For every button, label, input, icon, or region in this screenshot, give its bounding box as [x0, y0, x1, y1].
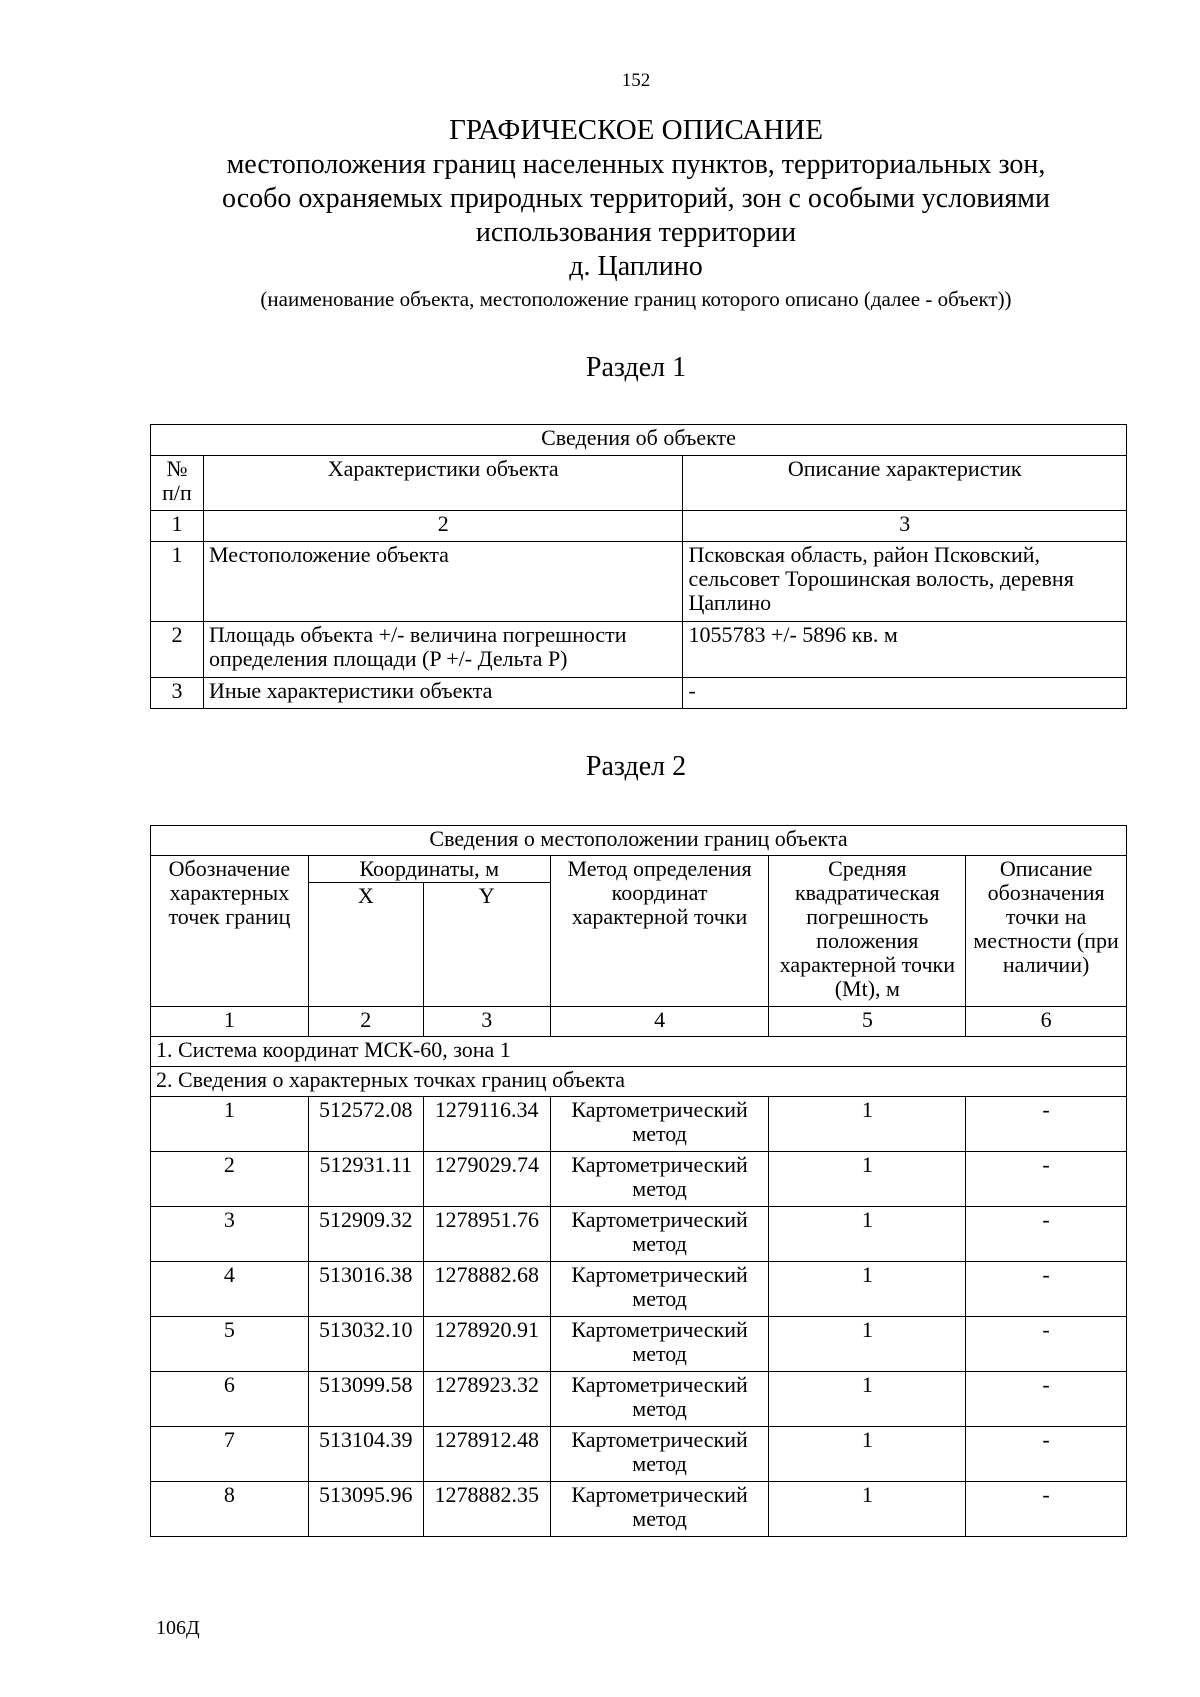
boundary-points-table	[150, 825, 1127, 1537]
header-characteristic: Характеристики объекта	[203, 456, 683, 511]
document-title: ГРАФИЧЕСКОЕ ОПИСАНИЕ	[449, 114, 823, 146]
col-number: 4	[550, 1007, 769, 1037]
table-row	[151, 1372, 1127, 1427]
row-value: 1055783 +/- 5896 кв. м	[683, 622, 1127, 678]
point-error: 1	[769, 1372, 966, 1427]
point-number: 1	[151, 1097, 309, 1152]
heading-line-1: местоположения границ населенных пунктов, территориальных зон,	[226, 149, 1046, 180]
col-number: 2	[203, 511, 683, 542]
col-number: 1	[151, 511, 204, 542]
point-method: Картометрический метод	[550, 1372, 769, 1427]
point-error: 1	[769, 1207, 966, 1262]
point-method: Картометрический метод	[550, 1097, 769, 1152]
section-1-title: Раздел 1	[585, 352, 687, 383]
point-error: 1	[769, 1262, 966, 1317]
table-caption: Сведения о местоположении границ объекта	[151, 826, 1127, 856]
col-number: 1	[151, 1007, 309, 1037]
point-y: 1278951.76	[423, 1207, 550, 1262]
col-number: 5	[769, 1007, 966, 1037]
point-description: -	[966, 1207, 1127, 1262]
point-error: 1	[769, 1097, 966, 1152]
point-y: 1278920.91	[423, 1317, 550, 1372]
row-value: -	[683, 678, 1127, 709]
table-row	[151, 1097, 1127, 1152]
table-row	[151, 1207, 1127, 1262]
heading-line-3: использования территории	[475, 217, 797, 248]
point-description: -	[966, 1262, 1127, 1317]
point-x: 512909.32	[308, 1207, 423, 1262]
heading-line-2: особо охраняемых природных территорий, зон с особыми условиями	[222, 183, 1050, 214]
table-row	[151, 678, 1127, 709]
point-description: -	[966, 1317, 1127, 1372]
point-method: Картометрический метод	[550, 1152, 769, 1207]
point-y: 1278912.48	[423, 1427, 550, 1482]
point-number: 7	[151, 1427, 309, 1482]
point-y: 1279116.34	[423, 1097, 550, 1152]
point-x: 513016.38	[308, 1262, 423, 1317]
point-x: 513104.39	[308, 1427, 423, 1482]
coordinate-system-row: 1. Система координат МСК-60, зона 1	[151, 1037, 1127, 1067]
point-y: 1278923.32	[423, 1372, 550, 1427]
point-method: Картометрический метод	[550, 1482, 769, 1537]
point-number: 3	[151, 1207, 309, 1262]
object-name: д. Цаплино	[569, 251, 703, 282]
table-row	[151, 1427, 1127, 1482]
point-y: 1279029.74	[423, 1152, 550, 1207]
header-x: X	[308, 883, 423, 1007]
point-error: 1	[769, 1427, 966, 1482]
point-description: -	[966, 1427, 1127, 1482]
col-number: 3	[683, 511, 1127, 542]
header-error: Средняя квадратическая погрешность положения характерной точки (Mt), м	[769, 856, 966, 1007]
header-y: Y	[423, 883, 550, 1007]
point-method: Картометрический метод	[550, 1207, 769, 1262]
col-number: 3	[423, 1007, 550, 1037]
header-description: Описание характеристик	[683, 456, 1127, 511]
header-point-description: Описание обозначения точки на местности (при наличии)	[966, 856, 1127, 1007]
row-name: Иные характеристики объекта	[203, 678, 683, 709]
header-coordinates: Координаты, м	[308, 856, 550, 883]
document-heading	[0, 112, 1200, 312]
point-y: 1278882.35	[423, 1482, 550, 1537]
col-number: 2	[308, 1007, 423, 1037]
row-number: 3	[151, 678, 204, 709]
point-method: Картометрический метод	[550, 1262, 769, 1317]
row-number: 1	[151, 542, 204, 622]
point-x: 513099.58	[308, 1372, 423, 1427]
point-error: 1	[769, 1317, 966, 1372]
point-x: 513095.96	[308, 1482, 423, 1537]
page-number: 152	[621, 70, 651, 91]
point-number: 5	[151, 1317, 309, 1372]
point-number: 8	[151, 1482, 309, 1537]
point-method: Картометрический метод	[550, 1427, 769, 1482]
point-number: 6	[151, 1372, 309, 1427]
point-description: -	[966, 1152, 1127, 1207]
point-x: 512572.08	[308, 1097, 423, 1152]
point-y: 1278882.68	[423, 1262, 550, 1317]
header-number: № п/п	[151, 456, 204, 511]
row-name: Местоположение объекта	[203, 542, 683, 622]
point-number: 2	[151, 1152, 309, 1207]
point-method: Картометрический метод	[550, 1317, 769, 1372]
table-row	[151, 1152, 1127, 1207]
col-number: 6	[966, 1007, 1127, 1037]
point-description: -	[966, 1482, 1127, 1537]
row-name: Площадь объекта +/- величина погрешности определения площади (P +/- Дельта P)	[203, 622, 683, 678]
point-description: -	[966, 1097, 1127, 1152]
table-row	[151, 1317, 1127, 1372]
point-error: 1	[769, 1482, 966, 1537]
point-x: 513032.10	[308, 1317, 423, 1372]
point-description: -	[966, 1372, 1127, 1427]
points-section-row: 2. Сведения о характерных точках границ объекта	[151, 1067, 1127, 1097]
header-designation: Обозначение характерных точек границ	[151, 856, 309, 1007]
point-x: 512931.11	[308, 1152, 423, 1207]
table-row	[151, 1482, 1127, 1537]
table-row	[151, 542, 1127, 622]
point-error: 1	[769, 1152, 966, 1207]
table-row	[151, 622, 1127, 678]
footer-code: 106Д	[156, 1617, 200, 1639]
table-row	[151, 1262, 1127, 1317]
header-method: Метод определения координат характерной точки	[550, 856, 769, 1007]
point-number: 4	[151, 1262, 309, 1317]
section-2-title: Раздел 2	[585, 751, 687, 782]
object-info-table	[150, 424, 1127, 709]
row-value: Псковская область, район Псковский, сельсовет Торошинская волость, деревня Цаплино	[683, 542, 1127, 622]
row-number: 2	[151, 622, 204, 678]
table-caption: Сведения об объекте	[151, 425, 1127, 456]
object-caption: (наименование объекта, местоположение границ которого описано (далее - объект))	[260, 287, 1012, 311]
